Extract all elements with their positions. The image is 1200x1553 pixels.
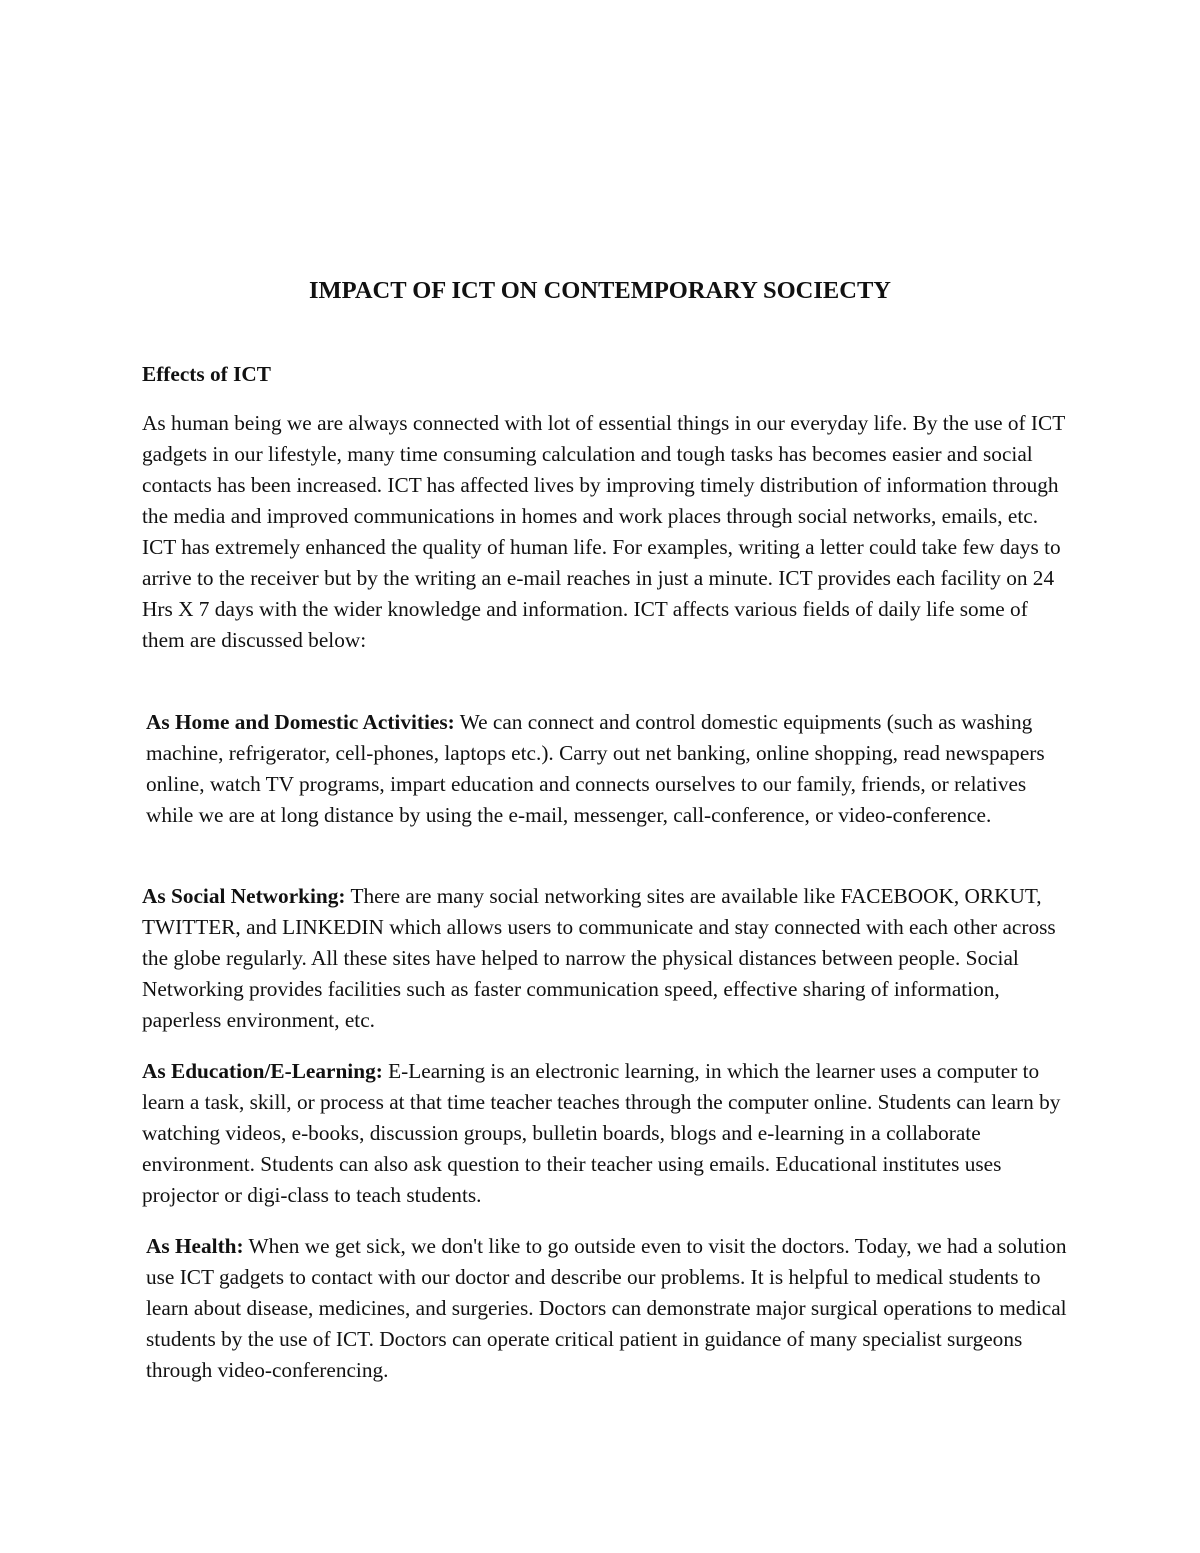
- document-title: IMPACT OF ICT ON CONTEMPORARY SOCIECTY: [309, 277, 891, 304]
- home-activities-text: We can connect and control domestic equipments (such as washing machine, refrigerator, cell-phones, laptops etc.). Carry out net banking, online shopping, read newspapers online, watch TV programs, impart education and connects ourselves to our family, friends, or relatives while we are at long distance by using the e-mail, messenger, call-conference, or video-conference.: [146, 710, 1045, 827]
- social-networking-paragraph: [142, 881, 1072, 1036]
- education-lead: As Education/E-Learning:: [142, 1059, 383, 1083]
- home-activities-lead: As Home and Domestic Activities:: [146, 710, 455, 734]
- health-text: When we get sick, we don't like to go outside even to visit the doctors. Today, we had a solution use ICT gadgets to contact with our doctor and describe our problems. It is helpful to medical students to learn about disease, medicines, and surgeries. Doctors can demonstrate major surgical operations to medical students by the use of ICT. Doctors can operate critical patient in guidance of many specialist surgeons through video-conferencing.: [146, 1234, 1067, 1382]
- section-heading: Effects of ICT: [142, 362, 271, 386]
- home-activities-paragraph: [146, 707, 1076, 831]
- education-text: E-Learning is an electronic learning, in which the learner uses a computer to learn a task, skill, or process at that time teacher teaches through the computer online. Students can learn by watching videos, e-books, discussion groups, bulletin boards, blogs and e-learning in a collaborate environment. Students can also ask question to their teacher using emails. Educational institutes uses projector or digi-class to teach students.: [142, 1059, 1061, 1207]
- intro-paragraph: As human being we are always connected with lot of essential things in our everyday life. By the use of ICT gadgets in our lifestyle, many time consuming calculation and tough tasks has becomes easier and social contacts has been increased. ICT has affected lives by improving timely distribution of information through the media and improved communications in homes and work places through social networks, emails, etc. ICT has extremely enhanced the quality of human life. For examples, writing a letter could take few days to arrive to the receiver but by the writing an e-mail reaches in just a minute. ICT provides each facility on 24 Hrs X 7 days with the wider knowledge and information. ICT affects various fields of daily life some of them are discussed below:: [142, 411, 1065, 652]
- social-networking-lead: As Social Networking:: [142, 884, 346, 908]
- health-lead: As Health:: [146, 1234, 244, 1258]
- health-paragraph: [146, 1231, 1076, 1386]
- social-networking-text: There are many social networking sites are available like FACEBOOK, ORKUT, TWITTER, and LINKEDIN which allows users to communicate and stay connected with each other across the globe regularly. All these sites have helped to narrow the physical distances between people. Social Networking provides facilities such as faster communication speed, effective sharing of information, paperless environment, etc.: [142, 884, 1056, 1032]
- education-paragraph: [142, 1056, 1072, 1211]
